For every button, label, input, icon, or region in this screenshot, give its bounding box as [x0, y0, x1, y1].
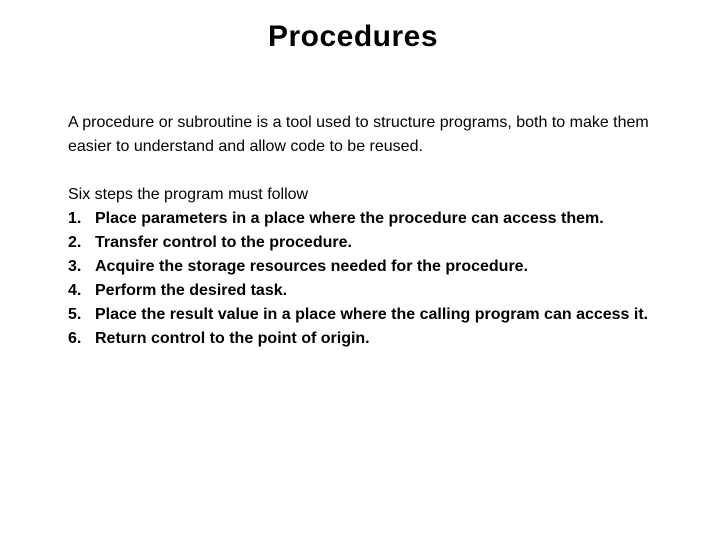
- step-text: Place the result value in a place where the calling program can access it.: [95, 306, 649, 323]
- slide-title: Procedures: [267, 20, 439, 53]
- step-text: Perform the desired task.: [95, 282, 288, 299]
- intro-paragraph: A procedure or subroutine is a tool used to structure programs, both to make them easier to understand and allow code to be reused.: [68, 114, 649, 155]
- list-item: [68, 231, 668, 255]
- step-number: 4.: [68, 282, 82, 299]
- list-item: [68, 327, 668, 351]
- step-number: 2.: [68, 234, 82, 251]
- step-text: Transfer control to the procedure.: [95, 234, 352, 251]
- step-number: 1.: [68, 210, 82, 227]
- list-item: [68, 279, 668, 303]
- step-text: Place parameters in a place where the procedure can access them.: [95, 210, 604, 227]
- step-number: 5.: [68, 306, 82, 323]
- steps-list: [68, 207, 668, 351]
- list-item: [68, 303, 668, 327]
- list-item: [68, 255, 668, 279]
- step-text: Acquire the storage resources needed for the procedure.: [95, 258, 529, 275]
- list-item: [68, 207, 668, 231]
- step-number: 3.: [68, 258, 82, 275]
- steps-heading: Six steps the program must follow: [68, 186, 309, 203]
- slide-content: [68, 111, 668, 351]
- step-text: Return control to the point of origin.: [95, 330, 370, 347]
- step-number: 6.: [68, 330, 82, 347]
